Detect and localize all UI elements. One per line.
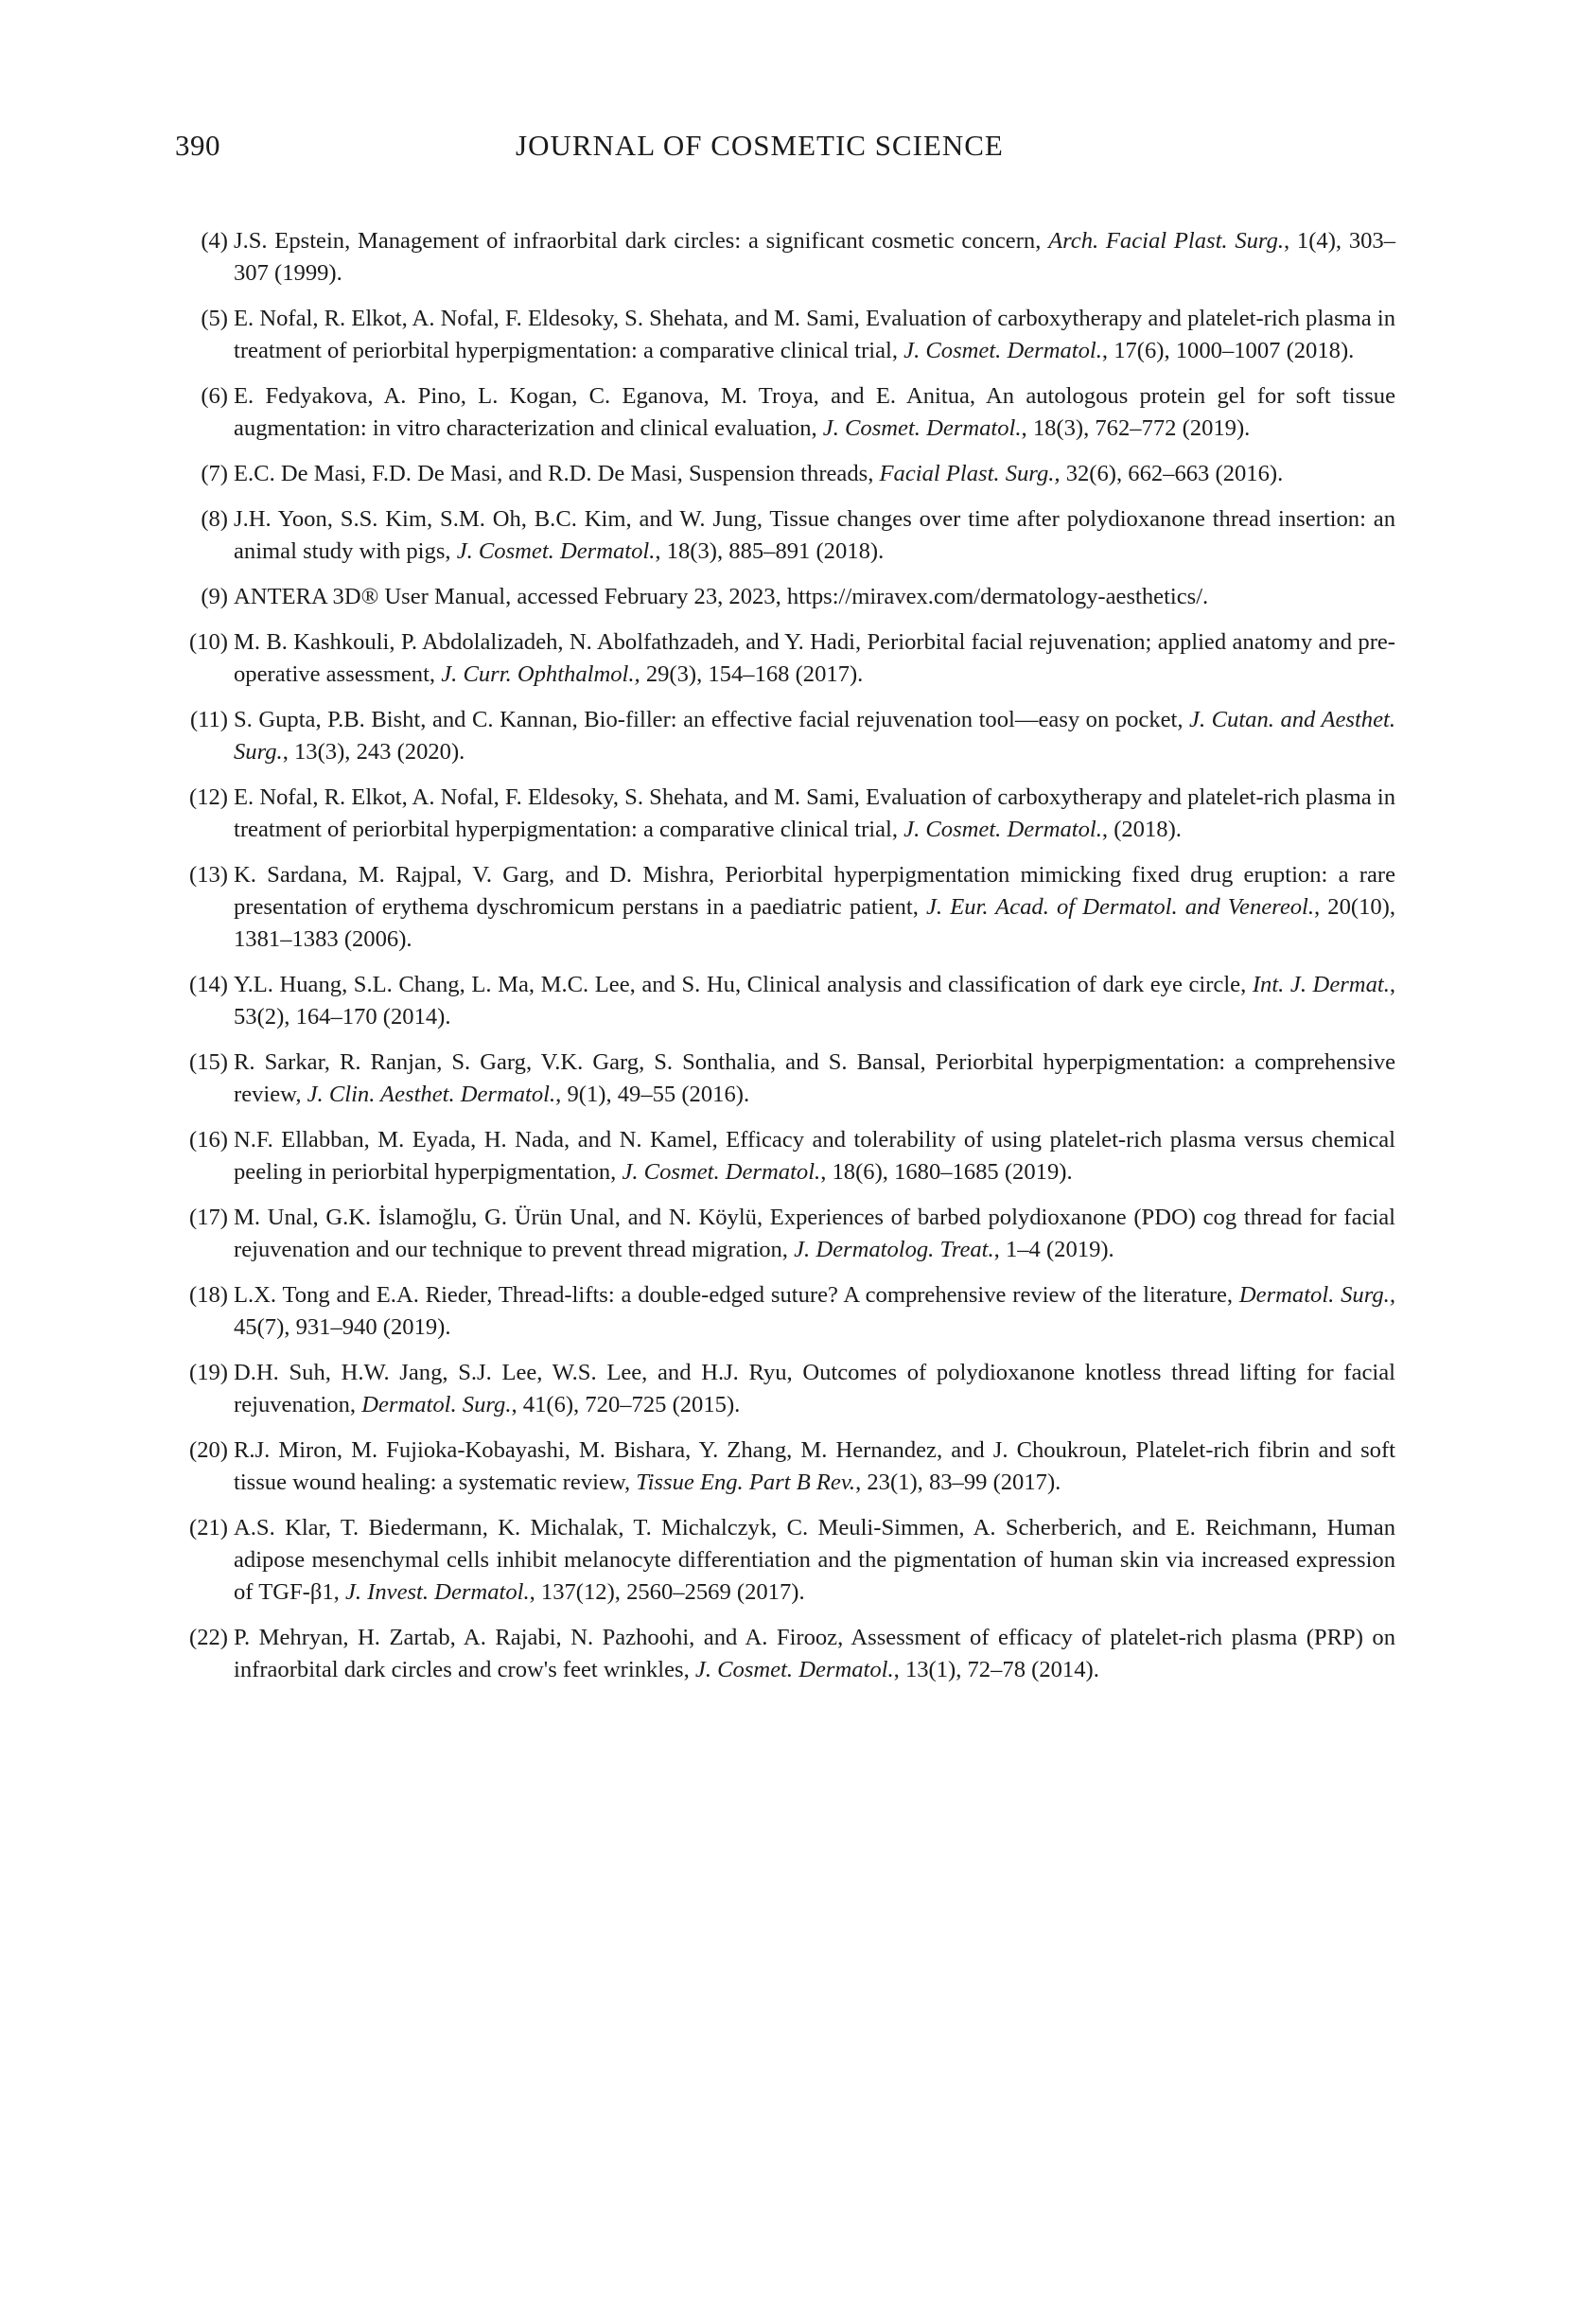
reference-item (175, 1622, 1395, 1686)
reference-text (234, 461, 1283, 486)
reference-number: (17) (189, 1205, 228, 1230)
reference-item (175, 969, 1395, 1033)
reference-item (175, 1047, 1395, 1111)
reference-authors: N.F. Ellabban, M. Eyada, H. Nada, and N. Kamel, Efficacy and tolerability of using platelet-rich plasma versus chemical peeling in periorbital hyperpigmentation, (234, 1127, 1395, 1185)
reference-item (175, 1202, 1395, 1266)
reference-authors: R. Sarkar, R. Ranjan, S. Garg, V.K. Garg, S. Sonthalia, and S. Bansal, Periorbital hyperpigmentation: a comprehensive review, (234, 1049, 1395, 1107)
reference-journal: J. Cosmet. Dermatol. (903, 338, 1102, 363)
reference-journal: Facial Plast. Surg., (879, 461, 1061, 486)
reference-text (234, 629, 1395, 687)
reference-number: (12) (189, 784, 228, 810)
reference-journal: Tissue Eng. Part B Rev. (636, 1470, 856, 1495)
reference-authors: P. Mehryan, H. Zartab, A. Rajabi, N. Pazhoohi, and A. Firooz, Assessment of efficacy of platelet-rich plasma (PRP) on infraorbital dark circles and crow's feet wrinkles, (234, 1625, 1395, 1682)
reference-text (234, 1515, 1395, 1605)
reference-details: , 18(3), 762–772 (2019). (1021, 415, 1251, 441)
reference-journal: J. Cosmet. Dermatol. (694, 1657, 894, 1682)
running-header (0, 129, 1596, 167)
reference-details: , 1(4), 303–307 (1999). (234, 228, 1396, 286)
reference-text (234, 862, 1395, 952)
reference-details: , 1–4 (2019). (993, 1237, 1114, 1262)
reference-authors: K. Sardana, M. Rajpal, V. Garg, and D. Mishra, Periorbital hyperpigmentation mimicking fixed drug eruption: a rare presentation of erythema dyschromicum perstans in a paediatric patient, (234, 862, 1395, 920)
reference-details: , 13(1), 72–78 (2014). (893, 1657, 1099, 1682)
reference-journal: J. Cosmet. Dermatol. (622, 1159, 821, 1185)
reference-item (175, 225, 1395, 290)
reference-list (175, 225, 1395, 1699)
reference-number: (13) (189, 862, 228, 888)
reference-number: (10) (189, 629, 228, 655)
reference-authors: E. Fedyakova, A. Pino, L. Kogan, C. Eganova, M. Troya, and E. Anitua, An autologous protein gel for soft tissue augmentation: in vitro characterization and clinical evaluation, (234, 383, 1395, 441)
reference-text (234, 707, 1395, 765)
reference-text (234, 306, 1395, 363)
reference-details: , 41(6), 720–725 (2015). (511, 1392, 741, 1417)
reference-text (234, 383, 1395, 441)
reference-details: , 13(3), 243 (2020). (282, 739, 465, 765)
reference-number: (6) (201, 383, 228, 409)
reference-journal: J. Curr. Ophthalmol., (441, 661, 640, 687)
reference-item (175, 1512, 1395, 1609)
reference-journal: Dermatol. Surg. (361, 1392, 512, 1417)
reference-number: (11) (189, 707, 228, 732)
reference-item (175, 1124, 1395, 1188)
reference-number: (14) (189, 972, 228, 997)
reference-details: , 23(1), 83–99 (2017). (855, 1470, 1061, 1495)
reference-authors: L.X. Tong and E.A. Rieder, Thread-lifts: a double-edged suture? A comprehensive review of the literature, (234, 1282, 1239, 1308)
reference-number: (4) (201, 228, 228, 254)
reference-number: (19) (189, 1360, 228, 1385)
reference-item (175, 581, 1395, 613)
reference-authors: D.H. Suh, H.W. Jang, S.J. Lee, W.S. Lee, and H.J. Ryu, Outcomes of polydioxanone knotless thread lifting for facial rejuvenation, (234, 1360, 1395, 1417)
reference-text (234, 784, 1395, 842)
reference-journal: J. Cosmet. Dermatol. (456, 538, 656, 564)
reference-item (175, 859, 1395, 956)
reference-authors: Y.L. Huang, S.L. Chang, L. Ma, M.C. Lee, and S. Hu, Clinical analysis and classification of dark eye circle, (234, 972, 1253, 997)
reference-journal: J. Cosmet. Dermatol. (903, 817, 1102, 842)
reference-journal: Dermatol. Surg., (1238, 1282, 1395, 1308)
reference-journal: J. Clin. Aesthet. Dermatol. (307, 1082, 556, 1107)
reference-number: (20) (189, 1437, 228, 1463)
reference-text (234, 1127, 1395, 1185)
reference-authors: E.C. De Masi, F.D. De Masi, and R.D. De Masi, Suspension threads, (234, 461, 880, 486)
reference-text (234, 228, 1395, 286)
reference-number: (8) (201, 506, 228, 532)
reference-journal: Arch. Facial Plast. Surg. (1048, 228, 1285, 254)
reference-authors: E. Nofal, R. Elkot, A. Nofal, F. Eldesoky, S. Shehata, and M. Sami, Evaluation of carboxytherapy and platelet-rich plasma in treatment of periorbital hyperpigmentation: a comparative clinical trial, (234, 784, 1395, 842)
reference-journal: J. Cosmet. Dermatol. (822, 415, 1022, 441)
journal-title: JOURNAL OF COSMETIC SCIENCE (516, 129, 1004, 162)
reference-details: , 18(3), 885–891 (2018). (655, 538, 885, 564)
reference-text (234, 584, 1208, 609)
reference-item (175, 1435, 1395, 1499)
reference-journal: J. Dermatolog. Treat. (794, 1237, 994, 1262)
reference-text (234, 1205, 1395, 1262)
reference-details: , (2018). (1101, 817, 1182, 842)
reference-journal: J. Invest. Dermatol. (344, 1579, 530, 1605)
reference-journal: Int. J. Dermat. (1252, 972, 1390, 997)
reference-details: , 17(6), 1000–1007 (2018). (1101, 338, 1355, 363)
reference-details: , 53(2), 164–170 (2014). (234, 972, 1395, 1030)
reference-text (234, 1437, 1395, 1495)
reference-number: (18) (189, 1282, 228, 1308)
reference-authors: A.S. Klar, T. Biedermann, K. Michalak, T. Michalczyk, C. Meuli-Simmen, A. Scherberich, and E. Reichmann, Human adipose mesenchymal cells inhibit melanocyte differentiation and the pigmentation of human skin via increased expression of TGF-β1, (234, 1515, 1395, 1605)
reference-authors: M. B. Kashkouli, P. Abdolalizadeh, N. Abolfathzadeh, and Y. Hadi, Periorbital facial rejuvenation; applied anatomy and pre-operative assessment, (234, 629, 1395, 687)
reference-number: (15) (189, 1049, 228, 1075)
reference-item (175, 782, 1395, 846)
reference-item (175, 1279, 1395, 1344)
reference-number: (9) (201, 584, 228, 609)
reference-details: , 137(12), 2560–2569 (2017). (529, 1579, 805, 1605)
reference-text (234, 506, 1395, 564)
reference-item (175, 1357, 1395, 1421)
reference-authors: J.S. Epstein, Management of infraorbital dark circles: a significant cosmetic concern, (234, 228, 1049, 254)
reference-item (175, 503, 1395, 568)
reference-journal: J. Eur. Acad. of Dermatol. and Venereol. (926, 894, 1315, 920)
reference-item (175, 303, 1395, 367)
reference-text (234, 1360, 1395, 1417)
page-number: 390 (175, 129, 220, 162)
reference-text (234, 1049, 1395, 1107)
reference-number: (21) (189, 1515, 228, 1540)
reference-authors: S. Gupta, P.B. Bisht, and C. Kannan, Bio-filler: an effective facial rejuvenation tool—easy on pocket, (234, 707, 1190, 732)
reference-journal: J. Cutan. and Aesthet. Surg. (234, 707, 1395, 765)
reference-authors: ANTERA 3D® User Manual, accessed February 23, 2023, https://miravex.com/dermatology-aesthetics/. (234, 584, 1209, 609)
reference-number: (16) (189, 1127, 228, 1153)
reference-item (175, 704, 1395, 768)
reference-authors: M. Unal, G.K. İslamoğlu, G. Ürün Unal, and N. Köylü, Experiences of barbed polydioxanone (PDO) cog thread for facial rejuvenation and our technique to prevent thread migration, (234, 1205, 1395, 1262)
reference-item (175, 458, 1395, 490)
reference-text (234, 1282, 1395, 1340)
reference-details: 29(3), 154–168 (2017). (640, 661, 864, 687)
reference-text (234, 1625, 1395, 1682)
reference-details: , 9(1), 49–55 (2016). (555, 1082, 750, 1107)
reference-details: 45(7), 931–940 (2019). (234, 1314, 451, 1340)
reference-item (175, 380, 1395, 445)
reference-number: (7) (201, 461, 228, 486)
reference-authors: E. Nofal, R. Elkot, A. Nofal, F. Eldesoky, S. Shehata, and M. Sami, Evaluation of carboxytherapy and platelet-rich plasma in treatment of periorbital hyperpigmentation: a comparative clinical trial, (234, 306, 1395, 363)
reference-details: , 20(10), 1381–1383 (2006). (234, 894, 1396, 952)
reference-item (175, 626, 1395, 691)
reference-authors: J.H. Yoon, S.S. Kim, S.M. Oh, B.C. Kim, and W. Jung, Tissue changes over time after polydioxanone thread insertion: an animal study with pigs, (234, 506, 1395, 564)
reference-details: , 18(6), 1680–1685 (2019). (820, 1159, 1073, 1185)
reference-number: (5) (201, 306, 228, 331)
reference-details: 32(6), 662–663 (2016). (1060, 461, 1284, 486)
reference-text (234, 972, 1395, 1030)
reference-number: (22) (189, 1625, 228, 1650)
reference-authors: R.J. Miron, M. Fujioka-Kobayashi, M. Bishara, Y. Zhang, M. Hernandez, and J. Choukroun, Platelet-rich fibrin and soft tissue wound healing: a systematic review, (234, 1437, 1395, 1495)
